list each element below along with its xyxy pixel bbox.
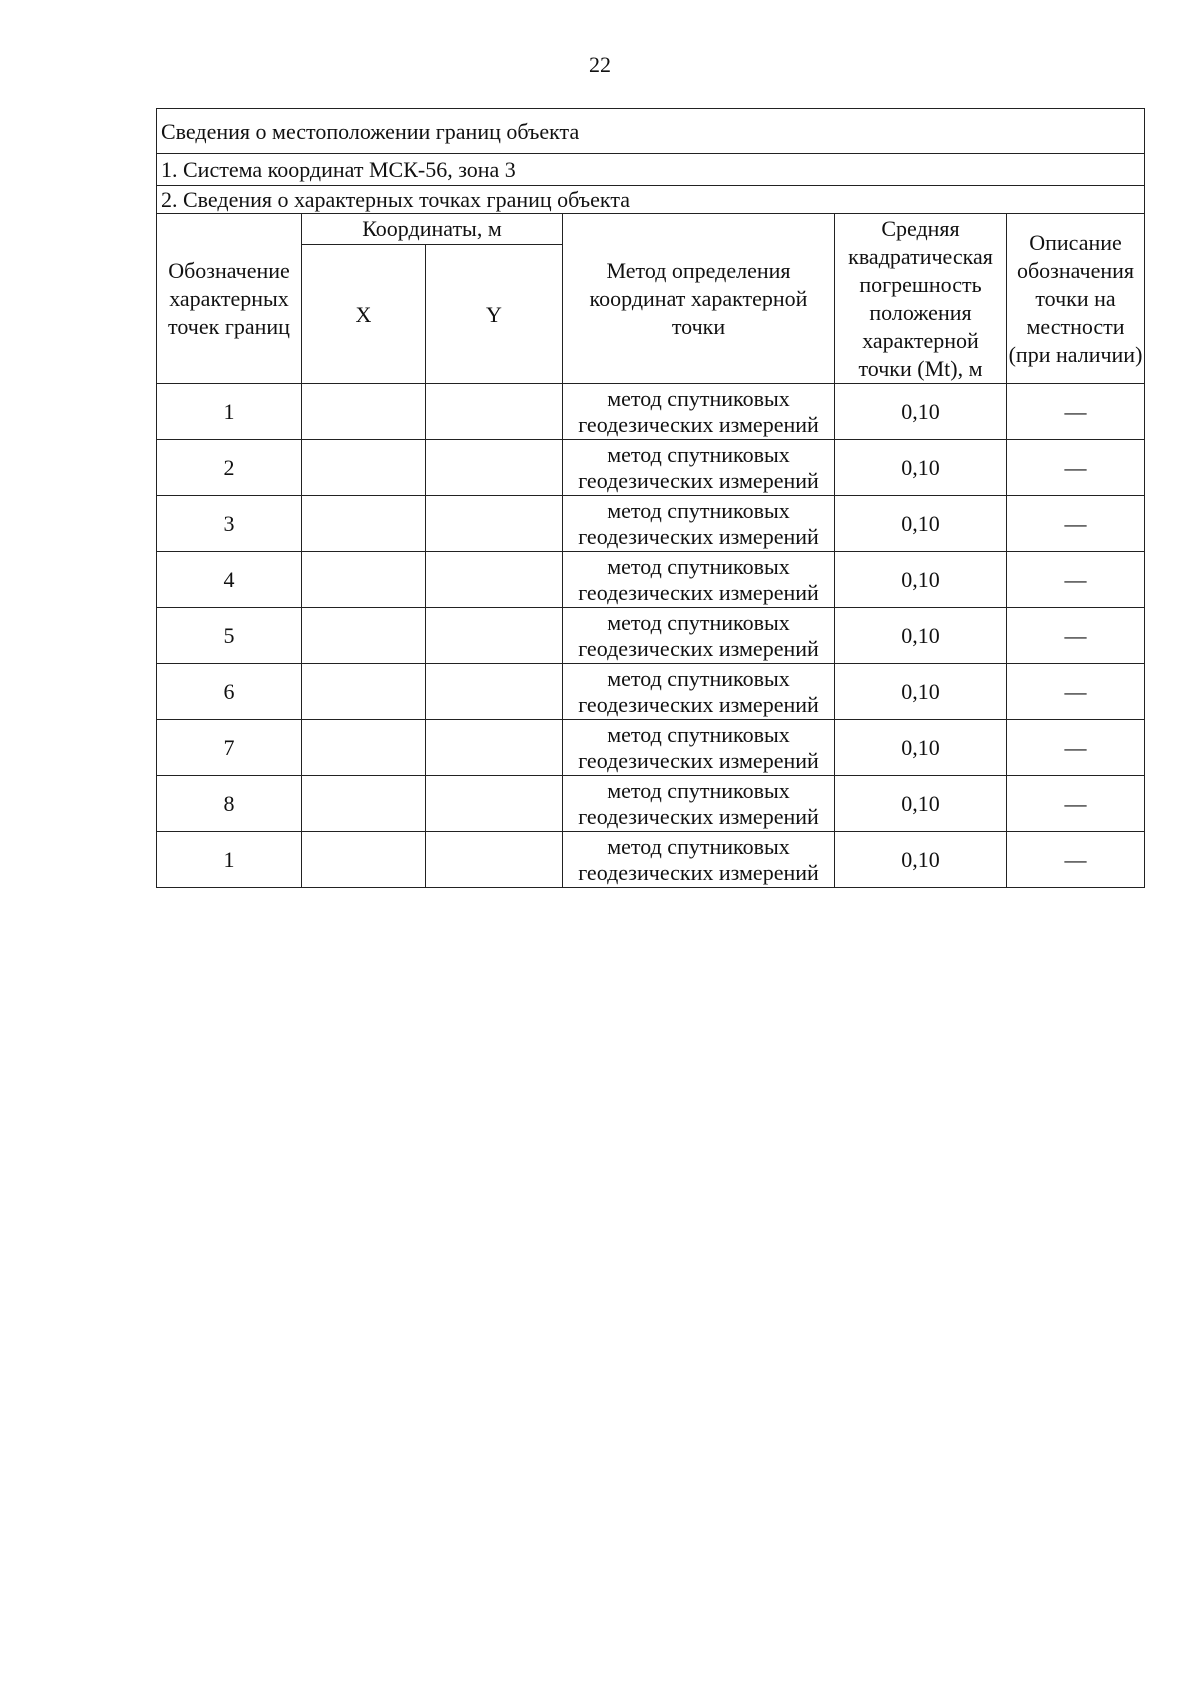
x-cell	[302, 552, 426, 608]
x-cell	[302, 664, 426, 720]
method-cell: метод спутниковых геодезических измерений	[563, 552, 835, 608]
x-cell	[302, 496, 426, 552]
y-cell	[426, 776, 563, 832]
x-cell	[302, 440, 426, 496]
point-cell: 8	[157, 776, 302, 832]
description-cell: —	[1007, 664, 1145, 720]
table-row	[157, 776, 1145, 832]
description-cell: —	[1007, 496, 1145, 552]
y-cell	[426, 664, 563, 720]
method-cell: метод спутниковых геодезических измерений	[563, 608, 835, 664]
table-row	[157, 720, 1145, 776]
y-cell	[426, 608, 563, 664]
description-cell: —	[1007, 440, 1145, 496]
x-cell	[302, 776, 426, 832]
boundary-points-table	[156, 108, 1145, 888]
method-cell: метод спутниковых геодезических измерений	[563, 720, 835, 776]
point-cell: 3	[157, 496, 302, 552]
error-cell: 0,10	[835, 384, 1007, 440]
table-row	[157, 664, 1145, 720]
y-cell	[426, 552, 563, 608]
error-cell: 0,10	[835, 776, 1007, 832]
method-cell: метод спутниковых геодезических измерений	[563, 496, 835, 552]
page-number: 22	[589, 52, 611, 77]
description-cell: —	[1007, 608, 1145, 664]
x-cell	[302, 720, 426, 776]
table-row	[157, 552, 1145, 608]
description-cell: —	[1007, 776, 1145, 832]
point-cell: 1	[157, 832, 302, 888]
header-point-designation: Обозначение характерных точек границ	[157, 214, 302, 384]
x-cell	[302, 384, 426, 440]
error-cell: 0,10	[835, 664, 1007, 720]
x-cell	[302, 608, 426, 664]
y-cell	[426, 384, 563, 440]
points-title: 2. Сведения о характерных точках границ объекта	[157, 186, 1145, 214]
method-cell: метод спутниковых геодезических измерений	[563, 832, 835, 888]
table-row	[157, 496, 1145, 552]
error-cell: 0,10	[835, 496, 1007, 552]
point-cell: 6	[157, 664, 302, 720]
section-title: Сведения о местоположении границ объекта	[157, 109, 1145, 154]
method-cell: метод спутниковых геодезических измерений	[563, 664, 835, 720]
method-cell: метод спутниковых геодезических измерений	[563, 384, 835, 440]
header-error: Средняя квадратическая погрешность положения характерной точки (Mt), м	[835, 214, 1007, 384]
error-cell: 0,10	[835, 440, 1007, 496]
description-cell: —	[1007, 552, 1145, 608]
table-row	[157, 440, 1145, 496]
error-cell: 0,10	[835, 832, 1007, 888]
table-row	[157, 832, 1145, 888]
x-cell	[302, 832, 426, 888]
point-cell: 7	[157, 720, 302, 776]
y-cell	[426, 832, 563, 888]
y-cell	[426, 720, 563, 776]
y-cell	[426, 440, 563, 496]
point-cell: 2	[157, 440, 302, 496]
error-cell: 0,10	[835, 720, 1007, 776]
header-x: X	[302, 245, 426, 384]
point-cell: 5	[157, 608, 302, 664]
error-cell: 0,10	[835, 608, 1007, 664]
table-row	[157, 608, 1145, 664]
description-cell: —	[1007, 384, 1145, 440]
coord-system: 1. Система координат МСК-56, зона 3	[157, 154, 1145, 186]
table-row	[157, 384, 1145, 440]
header-method: Метод определения координат характерной точки	[563, 214, 835, 384]
point-cell: 1	[157, 384, 302, 440]
error-cell: 0,10	[835, 552, 1007, 608]
header-y: Y	[426, 245, 563, 384]
point-cell: 4	[157, 552, 302, 608]
description-cell: —	[1007, 720, 1145, 776]
header-coordinates: Координаты, м	[302, 214, 563, 245]
method-cell: метод спутниковых геодезических измерений	[563, 776, 835, 832]
y-cell	[426, 496, 563, 552]
description-cell: —	[1007, 832, 1145, 888]
header-description: Описание обозначения точки на местности (при наличии)	[1007, 214, 1145, 384]
method-cell: метод спутниковых геодезических измерений	[563, 440, 835, 496]
